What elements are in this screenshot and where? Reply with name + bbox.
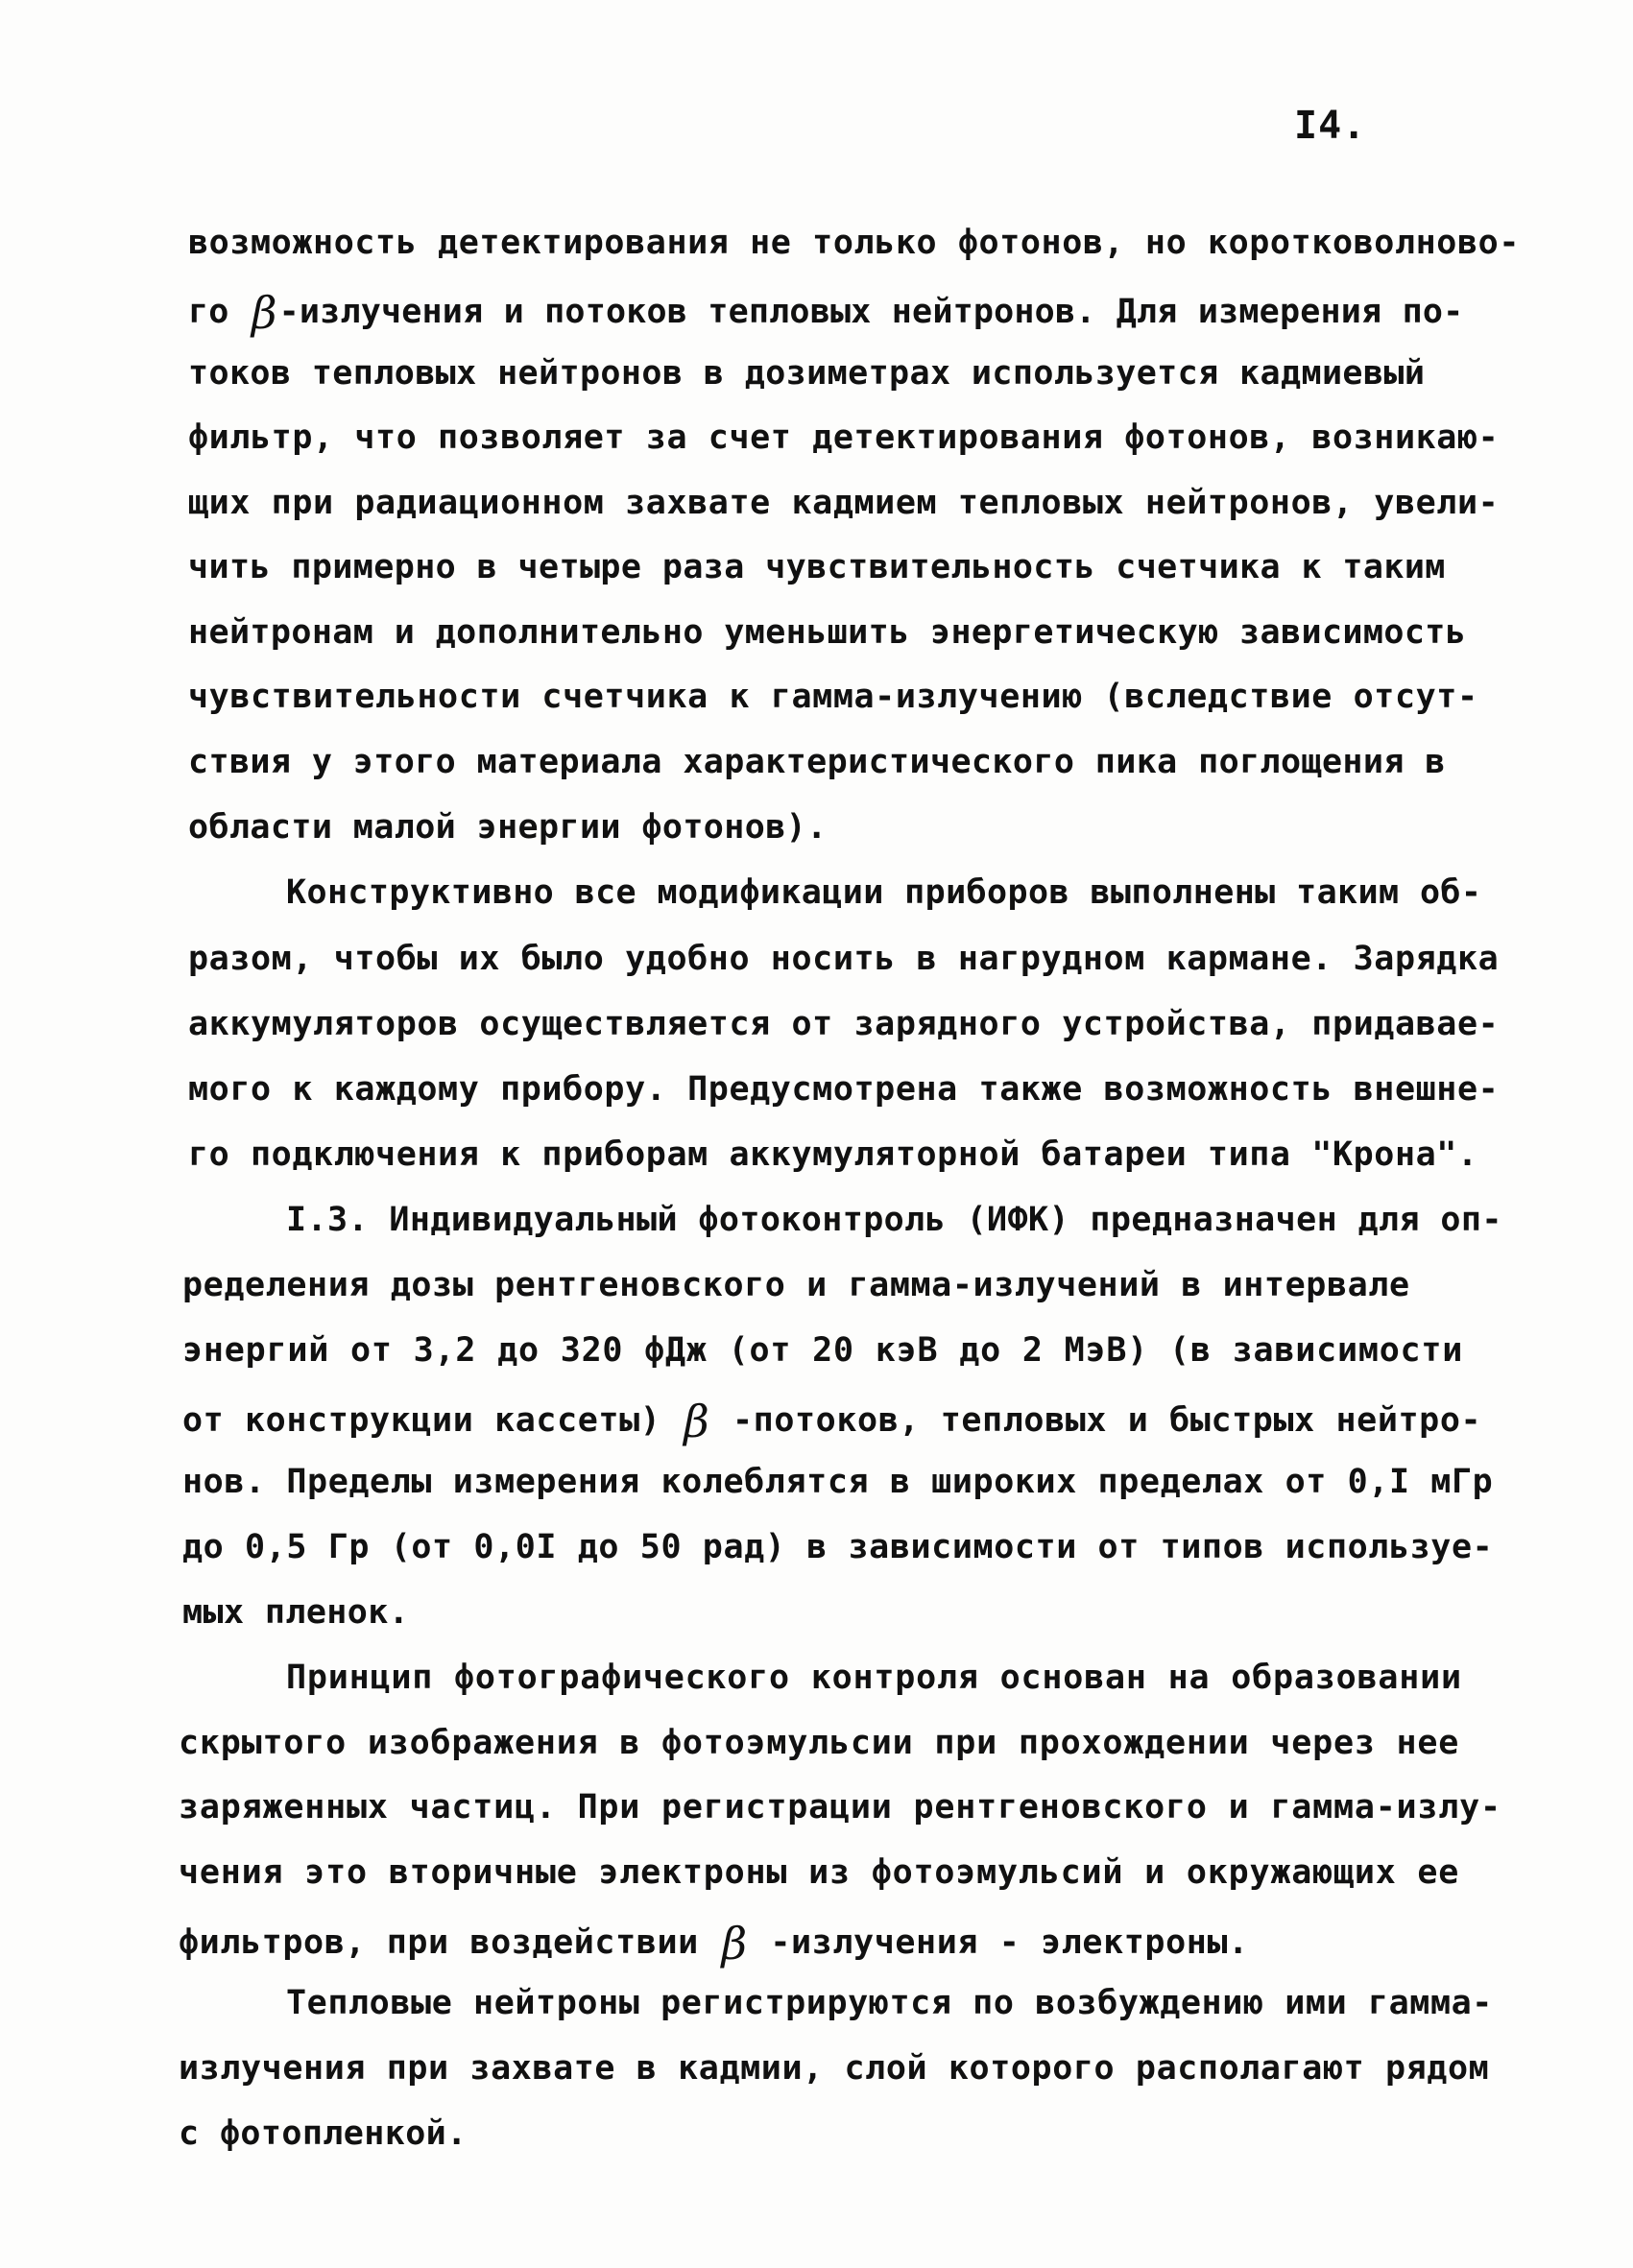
text-segment: фильтров, при воздействии — [179, 1923, 720, 1962]
text-line: щих при радиационном захвате кадмием тепловых нейтронов, увели- — [188, 484, 1500, 522]
text-line: фильтр, что позволяет за счет детектирования фотонов, возникаю- — [188, 418, 1500, 457]
text-line: разом, чтобы их было удобно носить в нагрудном кармане. Зарядка — [188, 940, 1500, 978]
text-line: ределения дозы рентгеновского и гамма-излучений в интервале — [182, 1266, 1410, 1304]
text-line: ствия у этого материала характеристического пика поглощения в — [188, 743, 1446, 781]
text-line: Тепловые нейтроны регистрируются по возбуждению ими гамма- — [286, 1984, 1493, 2022]
text-line: чения это вторичные электроны из фотоэмульсий и окружающих ее — [179, 1853, 1460, 1892]
text-line: мого к каждому прибору. Предусмотрена также возможность внешне- — [188, 1070, 1500, 1109]
text-line: нейтронам и дополнительно уменьшить энергетическую зависимость — [188, 613, 1467, 652]
text-line: Принцип фотографического контроля основан на образовании — [286, 1659, 1462, 1697]
text-segment: -излучения - электроны. — [749, 1923, 1249, 1962]
text-line: скрытого изображения в фотоэмульсии при прохождении через нее — [179, 1724, 1460, 1762]
text-line: возможность детектирования не только фотонов, но коротковолново- — [188, 224, 1520, 262]
text-line: области малой энергии фотонов). — [188, 808, 828, 847]
text-line: аккумуляторов осуществляется от зарядного устройства, придавае- — [188, 1005, 1500, 1043]
text-line — [188, 287, 1464, 339]
beta-symbol: β — [684, 1396, 710, 1447]
text-line: нов. Пределы измерения колеблятся в широких пределах от 0,I мГр — [182, 1463, 1494, 1501]
text-line: до 0,5 Гр (от 0,0I до 50 рад) в зависимости от типов используе- — [182, 1528, 1494, 1566]
text-line: излучения при захвате в кадмии, слой которого располагают рядом — [179, 2049, 1490, 2088]
text-line: го подключения к приборам аккумуляторной батареи типа "Крона". — [188, 1135, 1478, 1174]
text-line — [182, 1396, 1482, 1447]
text-line: токов тепловых нейтронов в дозиметрах используется кадмиевый — [188, 354, 1426, 393]
text-line: чувствительности счетчика к гамма-излучению (вследствие отсут- — [188, 678, 1478, 716]
page-number: I4. — [1294, 104, 1367, 148]
beta-symbol: β — [721, 1918, 748, 1970]
text-segment: -излучения и потоков тепловых нейтронов. Для измерения по- — [278, 293, 1464, 331]
text-line: Конструктивно все модификации приборов выполнены таким об- — [286, 873, 1482, 912]
beta-symbol: β — [251, 287, 277, 339]
text-line — [179, 1918, 1249, 1970]
text-line: мых пленок. — [182, 1593, 410, 1632]
text-line: чить примерно в четыре раза чувствительность счетчика к таким — [188, 548, 1446, 586]
text-segment: го — [188, 293, 250, 331]
text-line: энергий от 3,2 до 320 фДж (от 20 кэВ до 2 МэВ) (в зависимости — [182, 1331, 1464, 1370]
text-line: I.3. Индивидуальный фотоконтроль (ИФК) предназначен для оп- — [286, 1201, 1502, 1239]
text-line: с фотопленкой. — [179, 2114, 468, 2153]
text-line: заряженных частиц. При регистрации рентгеновского и гамма-излу- — [179, 1788, 1501, 1826]
text-segment: -потоков, тепловых и быстрых нейтро- — [711, 1401, 1482, 1440]
text-segment: от конструкции кассеты) — [182, 1401, 683, 1440]
